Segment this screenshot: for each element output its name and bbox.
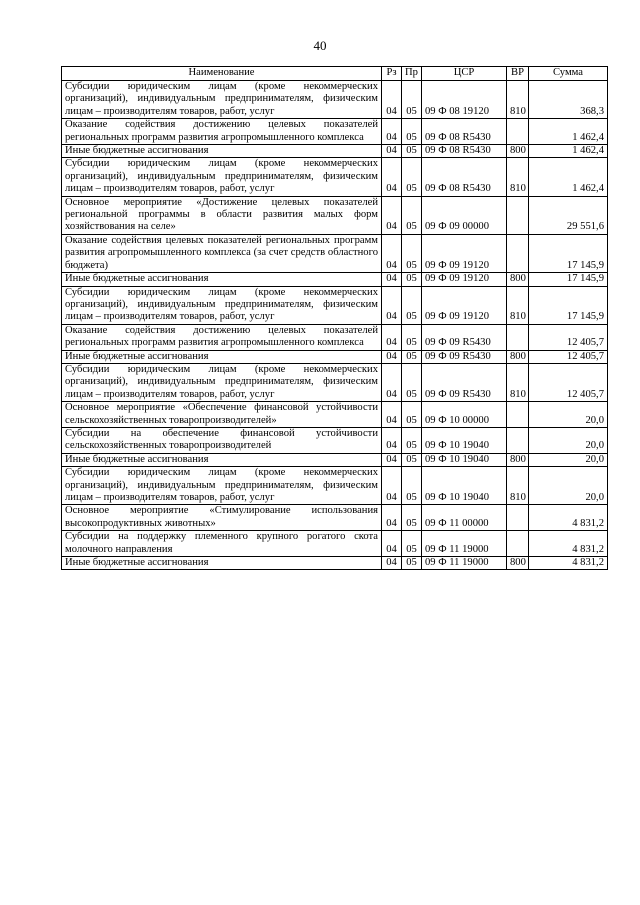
- header-vr: ВР: [507, 67, 529, 81]
- cell-rz: 04: [382, 557, 402, 570]
- cell-pr: 05: [402, 453, 422, 466]
- cell-name: Основное мероприятие «Стимулирование использования высокопродуктивных животных»: [62, 505, 382, 531]
- cell-sum: 4 831,2: [529, 557, 608, 570]
- cell-rz: 04: [382, 119, 402, 145]
- cell-sum: 29 551,6: [529, 196, 608, 234]
- cell-name: Оказание содействия целевых показателей региональных программ развития агропромышленного комплекса (за счет средств областного бюджета): [62, 234, 382, 272]
- table-row: [62, 286, 608, 324]
- cell-csr: 09 Ф 09 R5430: [422, 324, 507, 350]
- cell-name: Субсидии юридическим лицам (кроме некоммерческих организаций), индивидуальным предпринимателям, физическим лицам – производителям товаров, работ, услуг: [62, 363, 382, 401]
- table-row: [62, 363, 608, 401]
- cell-name: Иные бюджетные ассигнования: [62, 145, 382, 158]
- cell-pr: 05: [402, 158, 422, 196]
- cell-pr: 05: [402, 531, 422, 557]
- cell-rz: 04: [382, 273, 402, 286]
- header-csr: ЦСР: [422, 67, 507, 81]
- cell-vr: [507, 196, 529, 234]
- cell-csr: 09 Ф 09 19120: [422, 234, 507, 272]
- table-row: [62, 427, 608, 453]
- cell-rz: 04: [382, 531, 402, 557]
- cell-vr: 810: [507, 363, 529, 401]
- cell-csr: 09 Ф 09 19120: [422, 286, 507, 324]
- cell-sum: 1 462,4: [529, 145, 608, 158]
- cell-csr: 09 Ф 09 00000: [422, 196, 507, 234]
- cell-pr: 05: [402, 467, 422, 505]
- cell-name: Субсидии юридическим лицам (кроме некоммерческих организаций), индивидуальным предпринимателям, физическим лицам – производителям товаров, работ, услуг: [62, 286, 382, 324]
- cell-pr: 05: [402, 286, 422, 324]
- cell-vr: 810: [507, 81, 529, 119]
- cell-name: Иные бюджетные ассигнования: [62, 557, 382, 570]
- cell-sum: 368,3: [529, 81, 608, 119]
- cell-rz: 04: [382, 196, 402, 234]
- cell-vr: 800: [507, 145, 529, 158]
- table-row: [62, 234, 608, 272]
- cell-rz: 04: [382, 145, 402, 158]
- table-row: [62, 158, 608, 196]
- cell-name: Основное мероприятие «Достижение целевых показателей региональной программы в области развития малых форм хозяйствования на селе»: [62, 196, 382, 234]
- cell-name: Субсидии юридическим лицам (кроме некоммерческих организаций), индивидуальным предпринимателям, физическим лицам – производителям товаров, работ, услуг: [62, 158, 382, 196]
- cell-rz: 04: [382, 402, 402, 428]
- table-row: [62, 145, 608, 158]
- cell-vr: 800: [507, 557, 529, 570]
- cell-vr: [507, 427, 529, 453]
- cell-name: Иные бюджетные ассигнования: [62, 273, 382, 286]
- cell-vr: 800: [507, 273, 529, 286]
- cell-sum: 1 462,4: [529, 158, 608, 196]
- cell-pr: 05: [402, 273, 422, 286]
- cell-pr: 05: [402, 363, 422, 401]
- cell-sum: 17 145,9: [529, 234, 608, 272]
- cell-rz: 04: [382, 505, 402, 531]
- cell-csr: 09 Ф 11 00000: [422, 505, 507, 531]
- cell-csr: 09 Ф 08 R5430: [422, 158, 507, 196]
- table-header: [62, 67, 608, 81]
- cell-csr: 09 Ф 10 19040: [422, 427, 507, 453]
- cell-csr: 09 Ф 08 19120: [422, 81, 507, 119]
- table-row: [62, 557, 608, 570]
- header-rz: Рз: [382, 67, 402, 81]
- cell-pr: 05: [402, 350, 422, 363]
- cell-rz: 04: [382, 286, 402, 324]
- cell-vr: [507, 505, 529, 531]
- cell-sum: 17 145,9: [529, 273, 608, 286]
- header-sum: Сумма: [529, 67, 608, 81]
- cell-sum: 20,0: [529, 402, 608, 428]
- table-row: [62, 324, 608, 350]
- table-row: [62, 81, 608, 119]
- cell-vr: 810: [507, 286, 529, 324]
- table-row: [62, 467, 608, 505]
- cell-name: Субсидии юридическим лицам (кроме некоммерческих организаций), индивидуальным предпринимателям, физическим лицам – производителям товаров, работ, услуг: [62, 467, 382, 505]
- cell-pr: 05: [402, 81, 422, 119]
- cell-rz: 04: [382, 324, 402, 350]
- cell-sum: 4 831,2: [529, 505, 608, 531]
- cell-name: Основное мероприятие «Обеспечение финансовой устойчивости сельскохозяйственных товаропроизводителей»: [62, 402, 382, 428]
- cell-vr: [507, 324, 529, 350]
- cell-pr: 05: [402, 427, 422, 453]
- cell-rz: 04: [382, 427, 402, 453]
- cell-pr: 05: [402, 402, 422, 428]
- cell-pr: 05: [402, 119, 422, 145]
- cell-csr: 09 Ф 10 19040: [422, 453, 507, 466]
- cell-csr: 09 Ф 10 00000: [422, 402, 507, 428]
- cell-csr: 09 Ф 08 R5430: [422, 119, 507, 145]
- cell-vr: 810: [507, 158, 529, 196]
- cell-vr: [507, 234, 529, 272]
- table-row: [62, 273, 608, 286]
- cell-vr: [507, 531, 529, 557]
- cell-rz: 04: [382, 363, 402, 401]
- budget-table: [61, 66, 608, 570]
- cell-vr: 800: [507, 350, 529, 363]
- cell-sum: 1 462,4: [529, 119, 608, 145]
- page-number: 40: [313, 38, 327, 53]
- cell-csr: 09 Ф 09 R5430: [422, 363, 507, 401]
- cell-pr: 05: [402, 557, 422, 570]
- cell-name: Субсидии юридическим лицам (кроме некоммерческих организаций), индивидуальным предпринимателям, физическим лицам – производителям товаров, работ, услуг: [62, 81, 382, 119]
- table-row: [62, 196, 608, 234]
- cell-rz: 04: [382, 467, 402, 505]
- cell-pr: 05: [402, 324, 422, 350]
- cell-csr: 09 Ф 11 19000: [422, 557, 507, 570]
- cell-name: Оказание содействия достижению целевых показателей региональных программ развития агропромышленного комплекса: [62, 324, 382, 350]
- cell-rz: 04: [382, 81, 402, 119]
- table-row: [62, 402, 608, 428]
- cell-csr: 09 Ф 08 R5430: [422, 145, 507, 158]
- cell-sum: 12 405,7: [529, 350, 608, 363]
- cell-csr: 09 Ф 10 19040: [422, 467, 507, 505]
- cell-rz: 04: [382, 234, 402, 272]
- table-row: [62, 119, 608, 145]
- table-body: [62, 81, 608, 570]
- cell-vr: [507, 119, 529, 145]
- table-row: [62, 531, 608, 557]
- cell-sum: 20,0: [529, 453, 608, 466]
- cell-name: Иные бюджетные ассигнования: [62, 453, 382, 466]
- header-row: [62, 67, 608, 81]
- cell-pr: 05: [402, 505, 422, 531]
- cell-name: Оказание содействия достижению целевых показателей региональных программ развития агропромышленного комплекса: [62, 119, 382, 145]
- cell-rz: 04: [382, 350, 402, 363]
- cell-name: Иные бюджетные ассигнования: [62, 350, 382, 363]
- header-name: Наименование: [62, 67, 382, 81]
- cell-pr: 05: [402, 145, 422, 158]
- cell-sum: 20,0: [529, 427, 608, 453]
- cell-vr: [507, 402, 529, 428]
- cell-csr: 09 Ф 09 19120: [422, 273, 507, 286]
- cell-csr: 09 Ф 09 R5430: [422, 350, 507, 363]
- table-row: [62, 505, 608, 531]
- cell-vr: 810: [507, 467, 529, 505]
- cell-sum: 12 405,7: [529, 363, 608, 401]
- cell-pr: 05: [402, 234, 422, 272]
- cell-sum: 4 831,2: [529, 531, 608, 557]
- cell-sum: 12 405,7: [529, 324, 608, 350]
- table-row: [62, 350, 608, 363]
- cell-rz: 04: [382, 453, 402, 466]
- cell-sum: 20,0: [529, 467, 608, 505]
- cell-vr: 800: [507, 453, 529, 466]
- cell-rz: 04: [382, 158, 402, 196]
- table-row: [62, 453, 608, 466]
- cell-name: Субсидии на обеспечение финансовой устойчивости сельскохозяйственных товаропроизводителей: [62, 427, 382, 453]
- cell-name: Субсидии на поддержку племенного крупного рогатого скота молочного направления: [62, 531, 382, 557]
- header-pr: Пр: [402, 67, 422, 81]
- cell-csr: 09 Ф 11 19000: [422, 531, 507, 557]
- cell-sum: 17 145,9: [529, 286, 608, 324]
- cell-pr: 05: [402, 196, 422, 234]
